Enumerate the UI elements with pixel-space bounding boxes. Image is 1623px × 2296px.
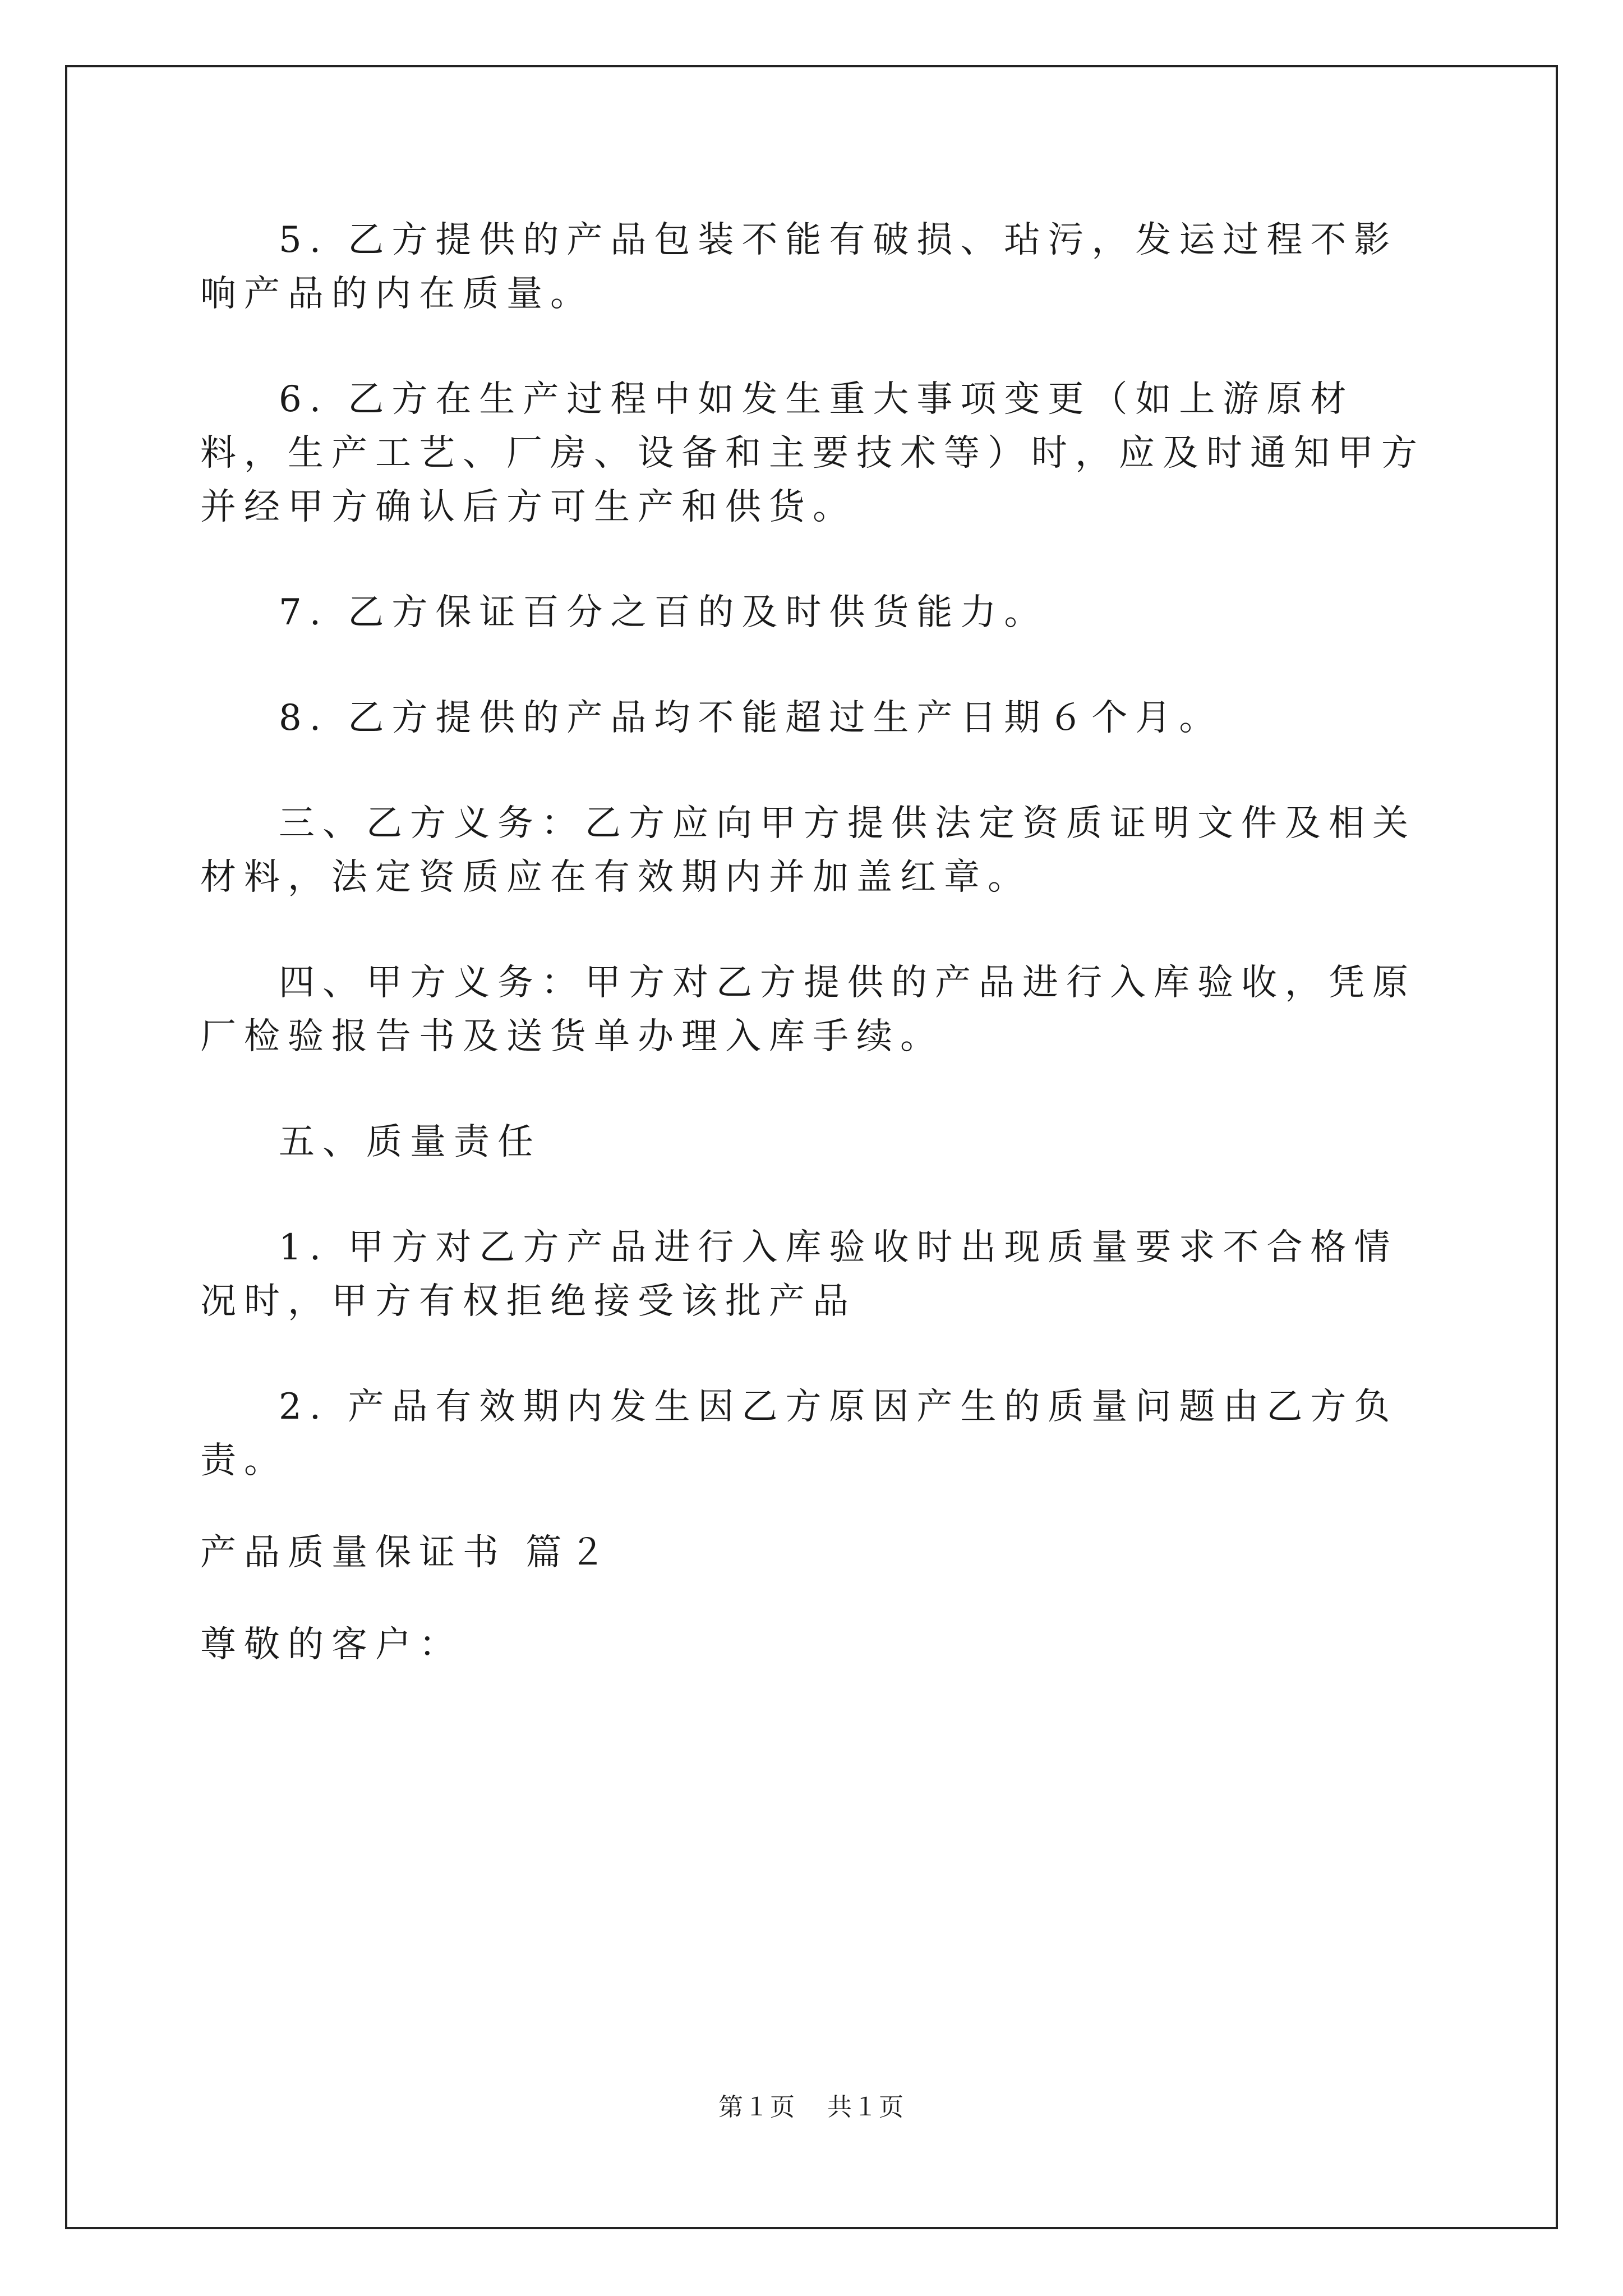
page-number-current: 第１页 xyxy=(718,2093,796,2122)
section-heading: 产品质量保证书 篇２ xyxy=(200,1532,614,1573)
paragraph-item-7: 7. 乙方保证百分之百的及时供货能力。 xyxy=(279,592,1048,633)
document-body xyxy=(200,213,1434,1723)
paragraph-item-8: 8. 乙方提供的产品均不能超过生产日期６个月。 xyxy=(279,697,1223,739)
paragraph-item-1: 1. 甲方对乙方产品进行入库验收时出现质量要求不合格情况时，甲方有权拒绝接受该批产品 xyxy=(200,1227,1398,1322)
paragraph-section-3: 三、乙方义务：乙方应向甲方提供法定资质证明文件及相关材料，法定资质应在有效期内并加盖红章。 xyxy=(200,803,1416,898)
paragraph-item-6: 6. 乙方在生产过程中如发生重大事项变更（如上游原材料，生产工艺、厂房、设备和主要技术等）时，应及时通知甲方并经甲方确认后方可生产和供货。 xyxy=(200,379,1425,528)
paragraph-item-5: 5. 乙方提供的产品包装不能有破损、玷污，发运过程不影响产品的内在质量。 xyxy=(200,219,1398,315)
salutation: 尊敬的客户： xyxy=(200,1624,463,1665)
paragraph-item-2: 2. 产品有效期内发生因乙方原因产生的质量问题由乙方负责。 xyxy=(200,1386,1398,1481)
paragraph-section-4: 四、甲方义务：甲方对乙方提供的产品进行入库验收，凭原厂检验报告书及送货单办理入库手续。 xyxy=(200,962,1416,1057)
paragraph-section-5: 五、质量责任 xyxy=(279,1121,541,1163)
page-footer xyxy=(0,2087,1623,2123)
page-number-total: 共１页 xyxy=(827,2093,905,2122)
